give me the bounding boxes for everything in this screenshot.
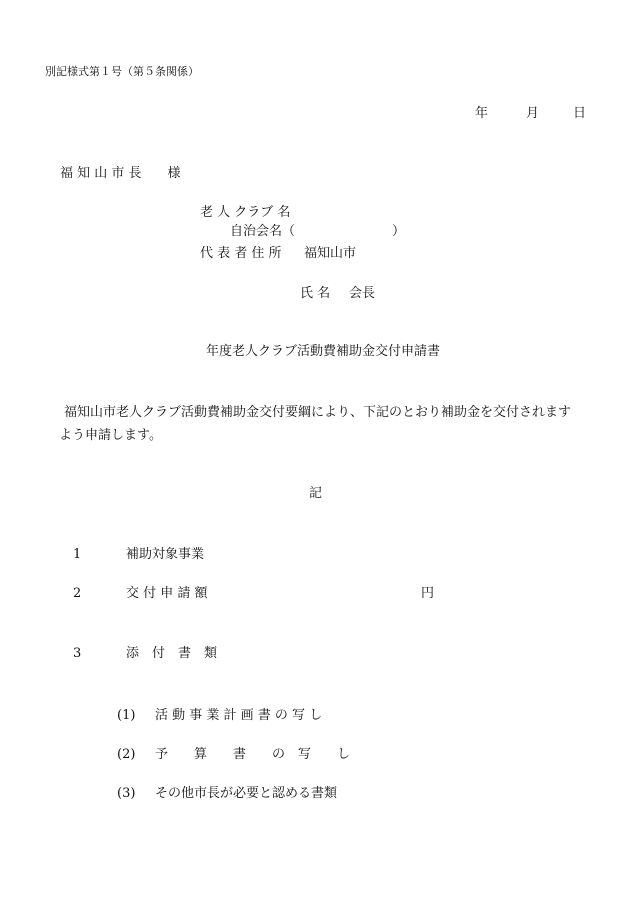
date-month-label: 月 [526, 106, 540, 121]
rep-name-value: 会長 [349, 286, 376, 301]
body-line-1: 福知山市老人クラブ活動費補助金交付要綱により、下記のとおり補助金を交付されます [64, 405, 572, 420]
rep-name-label: 氏 名 [300, 286, 331, 301]
item-1-number: 1 [73, 547, 82, 562]
ki-heading: 記 [309, 486, 323, 501]
item-2-number: 2 [73, 586, 82, 601]
club-name-label: 老 人 クラブ 名 [200, 205, 291, 220]
rep-address-value: 福知山市 [304, 246, 357, 261]
attachment-1-number: (1) [117, 708, 136, 723]
attachment-3-number: (3) [117, 786, 136, 801]
body-line-2: よう申請します。 [59, 428, 162, 443]
date-year-label: 年 [475, 106, 489, 121]
item-1-label: 補助対象事業 [126, 547, 205, 562]
attachment-2-label: 予 算 書 の 写 し [155, 747, 351, 762]
attachment-1-label: 活 動 事 業 計 画 書 の 写 し [155, 708, 323, 723]
attachment-2-number: (2) [117, 747, 136, 762]
document-title: 年度老人クラブ活動費補助金交付申請書 [206, 344, 441, 359]
item-2-unit: 円 [421, 586, 435, 601]
item-3-number: 3 [73, 646, 82, 661]
item-3-label: 添 付 書 類 [126, 646, 218, 661]
jichikai-close-paren: ） [392, 224, 406, 239]
form-number: 別記様式第１号（第５条関係） [45, 65, 199, 78]
attachment-3-label: その他市長が必要と認める書類 [155, 786, 338, 801]
jichikai-label: 自治会名（ [230, 224, 296, 239]
addressee: 福 知 山 市 長 様 [60, 166, 181, 181]
rep-address-label: 代 表 者 住 所 [200, 246, 282, 261]
date-day-label: 日 [573, 106, 587, 121]
item-2-label: 交 付 申 請 額 [126, 586, 208, 601]
